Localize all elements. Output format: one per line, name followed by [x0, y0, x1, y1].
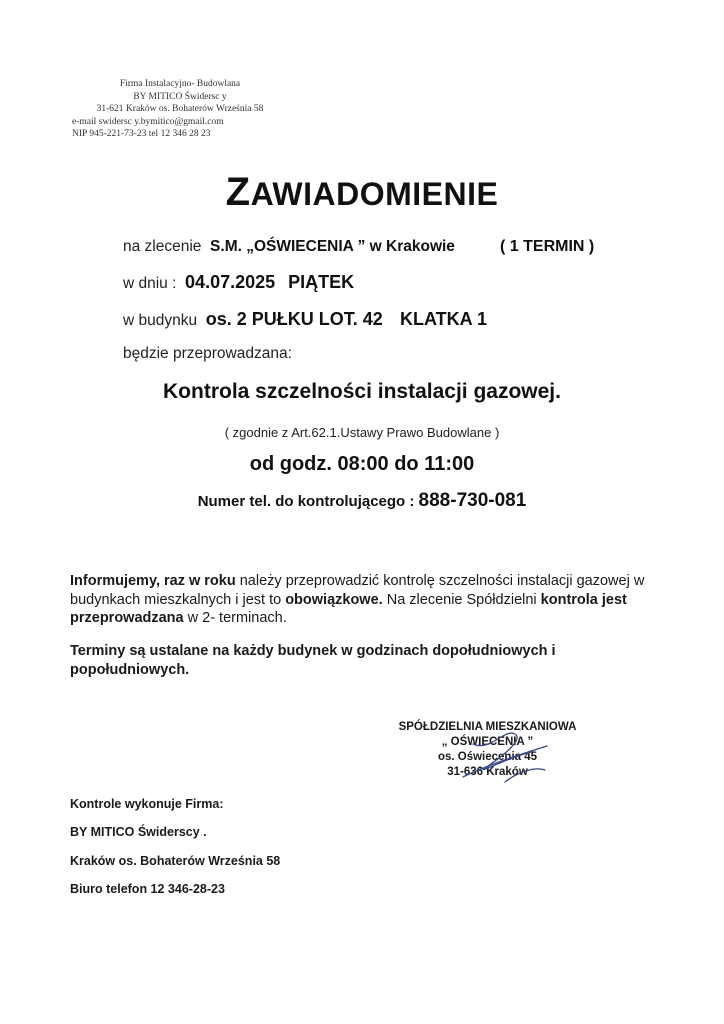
date-label: w dniu : [123, 275, 177, 292]
term-number: ( 1 TERMIN ) [500, 238, 595, 255]
stamp-line-2: „ OŚWIECENIA ” [441, 736, 534, 748]
order-line [123, 238, 455, 256]
date-line [123, 272, 354, 293]
letterhead-company-type: Firma Instalacyjno- Budowlana [119, 79, 241, 89]
stamp-line-1: SPÓŁDZIELNIA MIESZKANIOWA [398, 721, 577, 733]
building-line [123, 309, 487, 330]
title-initial: Z [225, 170, 251, 214]
info-text-3: w 2- terminach. [183, 610, 287, 626]
signature [445, 722, 555, 792]
page-title [0, 170, 724, 215]
terms-paragraph: Terminy są ustalane na każdy budynek w godzinach dopołudniowych i popołudniowych. [70, 643, 556, 678]
inspection-subject: Kontrola szczelności instalacji gazowej. [163, 380, 561, 403]
stamp-line-4: 31-636 Kraków [447, 766, 528, 778]
info-bold-1: Informujemy, raz w roku [70, 573, 236, 589]
company-phone: Biuro telefon 12 346-28-23 [70, 882, 225, 896]
will-be-label: będzie przeprowadzana: [123, 345, 292, 362]
stamp-line-3: os. Oświecenia 45 [437, 751, 538, 763]
company-name: BY MITICO Świderscy . [70, 825, 207, 839]
info-paragraph [70, 572, 660, 628]
info-text-2: Na zlecenie Spółdzielni [382, 591, 541, 608]
letterhead [70, 78, 290, 141]
building-address: os. 2 PUŁKU LOT. 42 [205, 309, 383, 329]
letterhead-nip-phone: NIP 945-221-73-23 tel 12 346 28 23 [72, 129, 211, 139]
date-weekday: PIĄTEK [288, 272, 355, 292]
date-value: 04.07.2025 [185, 272, 276, 292]
letterhead-email: e-mail swidersc y.bymitico@gmail.com [72, 116, 224, 127]
info-bold-3: kontrola jest przeprowadzana [70, 591, 627, 626]
company-address: Kraków os. Bohaterów Września 58 [70, 854, 281, 868]
building-label: w budynku [123, 312, 198, 329]
inspector-phone-line [0, 490, 724, 512]
inspection-hours: od godz. 08:00 do 11:00 [249, 453, 475, 475]
letterhead-address: 31-621 Kraków os. Bohaterów Września 58 [96, 104, 264, 114]
building-staircase: KLATKA 1 [400, 309, 488, 329]
info-text-1: należy przeprowadzić kontrolę szczelności instalacji gazowej w budynkach mieszkalnych i jest to [70, 573, 645, 608]
letterhead-company-name: BY MITICO Świdersc y [133, 91, 227, 102]
inspector-phone-label: Numer tel. do kontrolującego : [197, 493, 415, 510]
legal-basis: ( zgodnie z Art.62.1.Ustawy Prawo Budowlane ) [224, 425, 500, 440]
inspector-phone-number: 888-730-081 [418, 490, 527, 511]
company-intro: Kontrole wykonuje Firma: [70, 797, 224, 811]
title-rest: AWIADOMIENIE [250, 176, 499, 212]
order-label: na zlecenie [123, 238, 202, 255]
order-client: S.M. „OŚWIECENIA ” w Krakowie [210, 238, 455, 255]
info-bold-2: obowiązkowe. [285, 591, 383, 608]
